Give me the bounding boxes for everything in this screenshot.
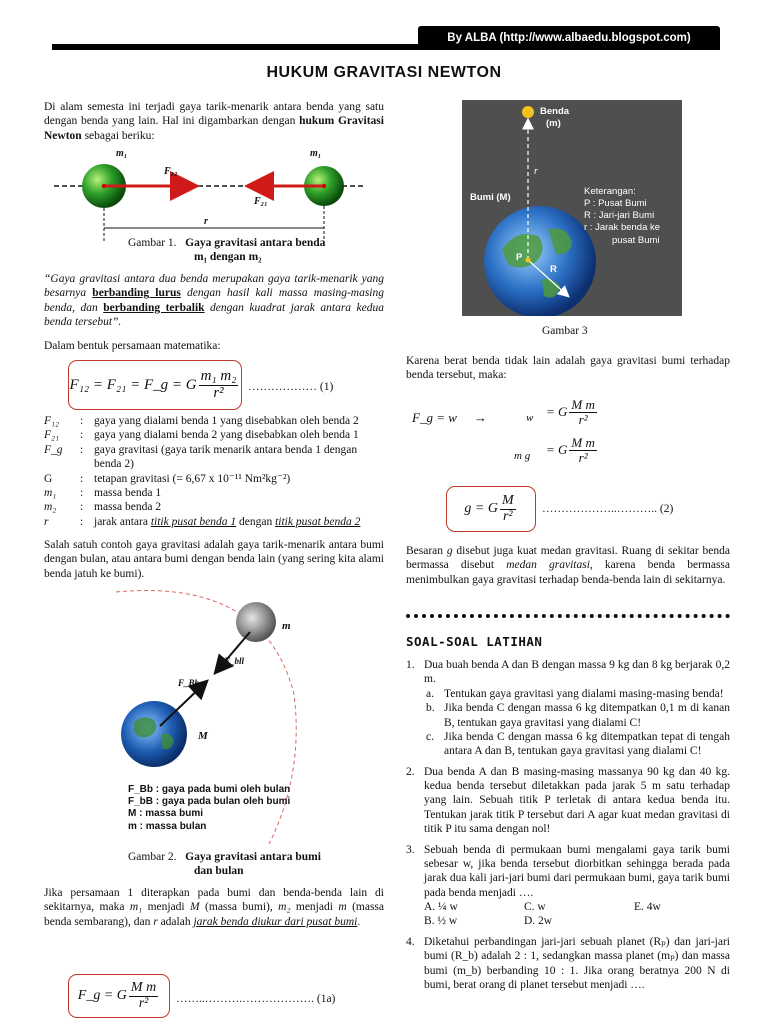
apply-paragraph: Jika persamaan 1 diterapkan pada bumi dan benda-benda lain di sekitarnya, maka m₁ menjadi M (massa bumi), m₂ menjadi m (massa benda sembarang), dan r adalah jarak benda diukur dari pusat bumi. — [44, 887, 385, 928]
fig3-R-label: R — [550, 264, 557, 275]
figure-1-caption: Gambar 1. Gaya gravitasi antara benda m₁ dengan m₂ — [128, 237, 326, 264]
equation-1-label: ……………… (1) — [248, 381, 334, 393]
deriv-arrow: → — [474, 410, 487, 425]
fig2-fbb-label: F_Bb — [178, 678, 200, 688]
equation-1a-label: ……..……….………………. (1a) — [176, 993, 336, 1005]
fig1-f21-label: F₂₁ — [254, 196, 268, 207]
header-author-link[interactable]: By ALBA (http://www.albaedu.blogspot.com) — [418, 26, 720, 50]
example-paragraph: Salah satuh contoh gaya gravitasi adalah gaya tarik-menarik antara bumi dengan bulan, atau antara bumi dengan benda lain (yang sering kita alami benda jatuh ke bumi). — [44, 539, 384, 580]
equation-1-box: F₁₂ = F₂₁ = F_g = G $\frac{\text{m₁ m₂}}{\text{r²}}$ — [68, 360, 242, 410]
fig3-P-label: P — [516, 252, 523, 263]
fig3-benda-label: Benda (m) — [540, 106, 570, 130]
deriv-line2-lhs: m g — [514, 450, 531, 462]
deriv-line1-lhs: F_g = w — [412, 410, 457, 425]
figure-1 — [54, 148, 366, 242]
fig2-fbl-label: F_bll — [224, 656, 245, 666]
question-3-options — [424, 900, 730, 929]
option-d: D. 2w — [524, 915, 553, 928]
equation-2-box: g = G $\frac{M}{\text{r²}}$ — [446, 486, 536, 532]
fig1-m1-right-label: m₁ — [310, 148, 322, 159]
equation-1a-box: F_g = G $\frac{\text{M m}}{\text{r²}}$ — [68, 974, 170, 1018]
fig2-legend: F_Bb : gaya pada bumi oleh bulan F_bB : gaya pada bulan oleh bumi M : massa bumi m : massa bulan — [128, 784, 291, 832]
benda-dot — [522, 106, 534, 118]
question-1-b: b. Jika benda C dengan massa 6 kg ditempatkan 0,1 m di kanan B, tentukan gaya gravitasi yang dialami C! — [426, 702, 730, 729]
field-paragraph: Besaran g disebut juga kuat medan gravitasi. Ruang di sekitar benda bermassa disebut medan gravitasi, karena benda bermassa menimbulkan gaya gravitasi terhadap benda-benda lain di sekitarnya. — [406, 545, 730, 586]
fig1-f12-label: F₁₂ — [164, 166, 178, 177]
question-2: 2. Dua benda A dan B masing-masing massanya 90 kg dan 40 kg. kedua benda tersebut diletakkan pada jarak 5 m satu terhadap yang lain. Sebuah titik P terletak di antara kedua benda itu. Tentukan jarak titik P tersebut dari A agar kuat medan gravitasi di titik P itu sama dengan nol! — [406, 765, 730, 836]
deriv-line1-rhs: = G $\frac{\text{M m}}{\text{r²}}$ — [546, 397, 595, 427]
question-1-a: a. Tentukan gaya gravitasi yang dialami masing-masing benda! — [426, 687, 724, 700]
deriv-line1-w: w — [526, 412, 534, 424]
page-title: HUKUM GRAVITASI NEWTON — [266, 64, 502, 81]
exercise-list — [406, 658, 730, 998]
question-1-c: c. Jika benda C dengan massa 6 kg ditempatkan tepat di tengah antara A dan B, tentukan gaya gravitasi yang dialami C! — [426, 730, 730, 758]
intro-paragraph: Di alam semesta ini terjadi gaya tarik-menarik antara benda yang satu dengan benda yang lain. Hal ini digambarkan dengan hukum Gravitasi Newton sebagai beriku: — [44, 101, 384, 142]
earth-globe — [484, 206, 596, 316]
figure-2 — [104, 584, 364, 844]
fig1-r-label: r — [204, 216, 208, 227]
deriv-line2-rhs: = G $\frac{\text{M m}}{\text{r²}}$ — [546, 435, 595, 465]
fig2-m-label: m — [282, 620, 291, 632]
symbol-legend: F₁₂ : gaya yang dialami benda 1 yang disebabkan oleh benda 2 F₂₁ : gaya yang dialami benda 2 yang disebabkan oleh benda 1 F_g : gaya gravitasi (gaya tarik menarik antara benda 1 dengan benda 2) G : tetapan gravitasi (= 6,67 x 10⁻¹¹ Nm²kg⁻²) m₁ : massa benda 1 m₂ : massa benda 2 r : jarak antara titik pusat benda 1 dengan titik pusat benda 2 — [44, 415, 361, 528]
question-4: 4. Diketahui perbandingan jari-jari sebuah planet (Rₚ) dan jari-jari bumi (R_b) adalah 2 : 1, sedangkan massa planet (mₚ) dan massa bumi (m_b) berbanding 10 : 1. Jika orang beratnya 200 N di bumi, berat orang di planet tersebut menjadi …. — [406, 935, 730, 991]
option-a: A. ¼ w — [424, 901, 458, 913]
question-1: 1. Dua buah benda A dan B dengan massa 9 kg dan 8 kg berjarak 0,2 m. a. Tentukan gaya gravitasi yang dialami masing-masing benda! b. Jika benda C dengan massa 6 kg ditempatkan 0,1 m di kanan B, tentukan gaya gravitasi yang dialami C! c. Jika benda C dengan massa 6 kg ditempatkan tepat di tengah antara A dan B, tentukan gaya gravitasi yang dialami C! — [406, 659, 730, 758]
option-b: B. ½ w — [424, 915, 458, 928]
weight-paragraph: Karena berat benda tidak lain adalah gaya gravitasi bumi terhadap benda tersebut, maka: — [406, 355, 730, 382]
option-empty — [634, 914, 734, 928]
fig1-m1-label: m₁ — [116, 148, 128, 159]
option-c: C. w — [524, 901, 546, 913]
newton-law-quote: “Gaya gravitasi antara dua benda merupakan gaya tarik-menarik yang besarnya berbanding lurus dengan hasil kali massa masing-masing benda, dan berbanding terbalik dengan kuadrat jarak antara kedua benda tersebut”. — [44, 273, 384, 329]
fig2-M-label: M — [198, 730, 208, 742]
fig3-keterangan: Keterangan: P : Pusat Bumi R : Jari-jari Bumi r : Jarak benda ke pusat Bumi — [584, 186, 661, 246]
figure-3-caption: Gambar 3 — [542, 325, 588, 337]
soal-title: SOAL-SOAL LATIHAN — [406, 634, 543, 649]
moon-sphere — [236, 602, 276, 642]
fig3-r-label: r — [534, 166, 538, 177]
figure-1-diagram — [54, 148, 366, 242]
equation-2-label: ………………..……….. (2) — [542, 503, 674, 515]
option-e: E. 4w — [634, 901, 661, 913]
question-3: 3. Sebuah benda di permukaan bumi mengalami gaya tarik bumi sebesar w, jika benda tersebut diorbitkan sehingga berada pada jarak dua kali jari-jari bumi dari permukaan bumi, gaya tarik bumi pada benda menjadi …. A. ¼ w C. w E. 4w B. ½ w D. 2w — [406, 843, 730, 929]
math-intro: Dalam bentuk persamaan matematika: — [44, 340, 221, 352]
section-divider — [406, 614, 730, 618]
figure-2-caption: Gambar 2. Gaya gravitasi antara bumi dan bulan — [128, 851, 321, 878]
fig3-bumi-label: Bumi (M) — [470, 192, 511, 203]
figure-3 — [462, 100, 682, 316]
